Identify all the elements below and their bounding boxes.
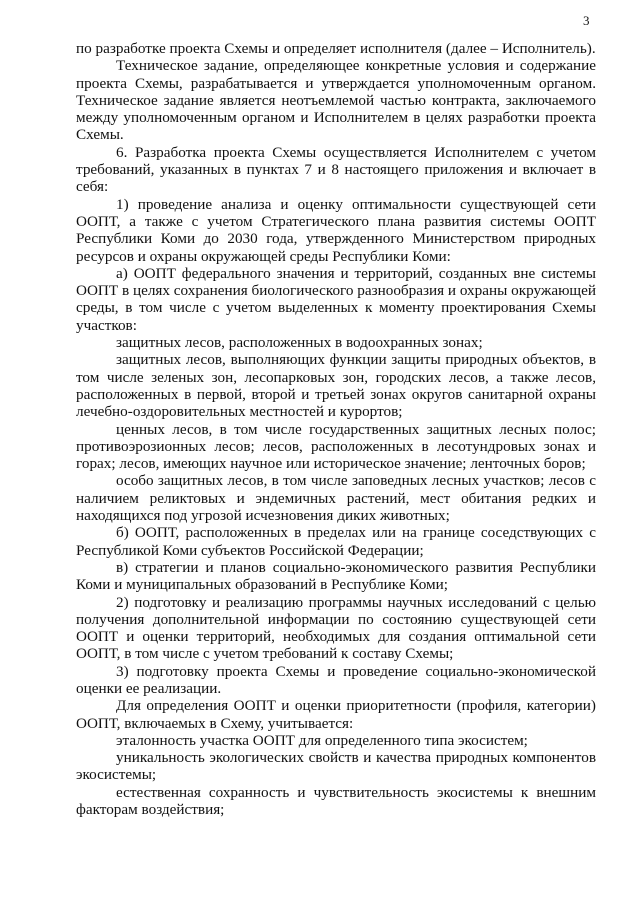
paragraph: а) ООПТ федерального значения и территорий, созданных вне системы ООПТ в целях сохранения биологического разнообразия и охраны окружающей среды, в том числе с учетом выделенных к моменту проектирования Схемы участков: — [76, 264, 596, 334]
paragraph: 1) проведение анализа и оценку оптимальности существующей сети ООПТ, а также с учетом Стратегического плана развития системы ООПТ Республики Коми до 2030 года, утвержденного Министерством природных ресурсов и охраны окружающей среды Республики Коми: — [76, 195, 596, 265]
paragraph: по разработке проекта Схемы и определяет исполнителя (далее – Исполнитель). — [76, 40, 596, 57]
paragraph: защитных лесов, расположенных в водоохранных зонах; — [116, 334, 483, 352]
paragraph: в) стратегии и планов социально-экономического развития Республики Коми и муниципальных образований в Республике Коми; — [76, 558, 596, 594]
paragraph: Для определения ООПТ и оценки приоритетности (профиля, категории) ООПТ, включаемых в Схему, учитывается: — [76, 697, 596, 732]
paragraph: Техническое задание, определяющее конкретные условия и содержание проекта Схемы, разрабатывается и утверждается уполномоченным органом. Техническое задание является неотъемлемой частью контракта, заключаемого между уполномоченным органом и Исполнителем в целях разработки проекта Схемы. — [76, 57, 596, 144]
paragraph: уникальность экологических свойств и качества природных компонентов экосистемы; — [76, 749, 596, 784]
paragraph: 2) подготовку и реализацию программы научных исследований с целью получения дополнительной информации по состоянию существующей сети ООПТ и оценки территорий, необходимых для создания оптимальной сети ООПТ, в том числе с учетом требований к составу Схемы; — [76, 593, 596, 663]
body-text — [76, 40, 596, 818]
paragraph: б) ООПТ, расположенных в пределах или на границе соседствующих с Республикой Коми субъектов Российской Федерации; — [76, 524, 596, 559]
paragraph: 3) подготовку проекта Схемы и проведение социально-экономической оценки ее реализации. — [76, 662, 596, 697]
paragraph: особо защитных лесов, в том числе заповедных лесных участков; лесов с наличием реликтовых и эндемичных растений, мест обитания редких и находящихся под угрозой исчезновения диких животных; — [76, 472, 596, 525]
page-number: 3 — [583, 13, 590, 28]
paragraph: естественная сохранность и чувствительность экосистемы к внешним факторам воздействия; — [76, 783, 596, 819]
paragraph: ценных лесов, в том числе государственных защитных лесных полос; противоэрозионных лесов; лесов, расположенных в лесотундровых зонах и горах; лесов, имеющих научное или историческое значение; ленточных боров; — [76, 420, 596, 473]
paragraph: 6. Разработка проекта Схемы осуществляется Исполнителем с учетом требований, указанных в пунктах 7 и 8 настоящего приложения и включает в себя: — [76, 143, 596, 196]
paragraph: защитных лесов, выполняющих функции защиты природных объектов, в том числе зеленых зон, лесопарковых зон, городских лесов, а также лесов, расположенных в первой, второй и третьей зонах округов санитарной охраны лечебно-оздоровительных местностей и курортов; — [76, 351, 596, 421]
paragraph: эталонность участка ООПТ для определенного типа экосистем; — [116, 731, 528, 749]
